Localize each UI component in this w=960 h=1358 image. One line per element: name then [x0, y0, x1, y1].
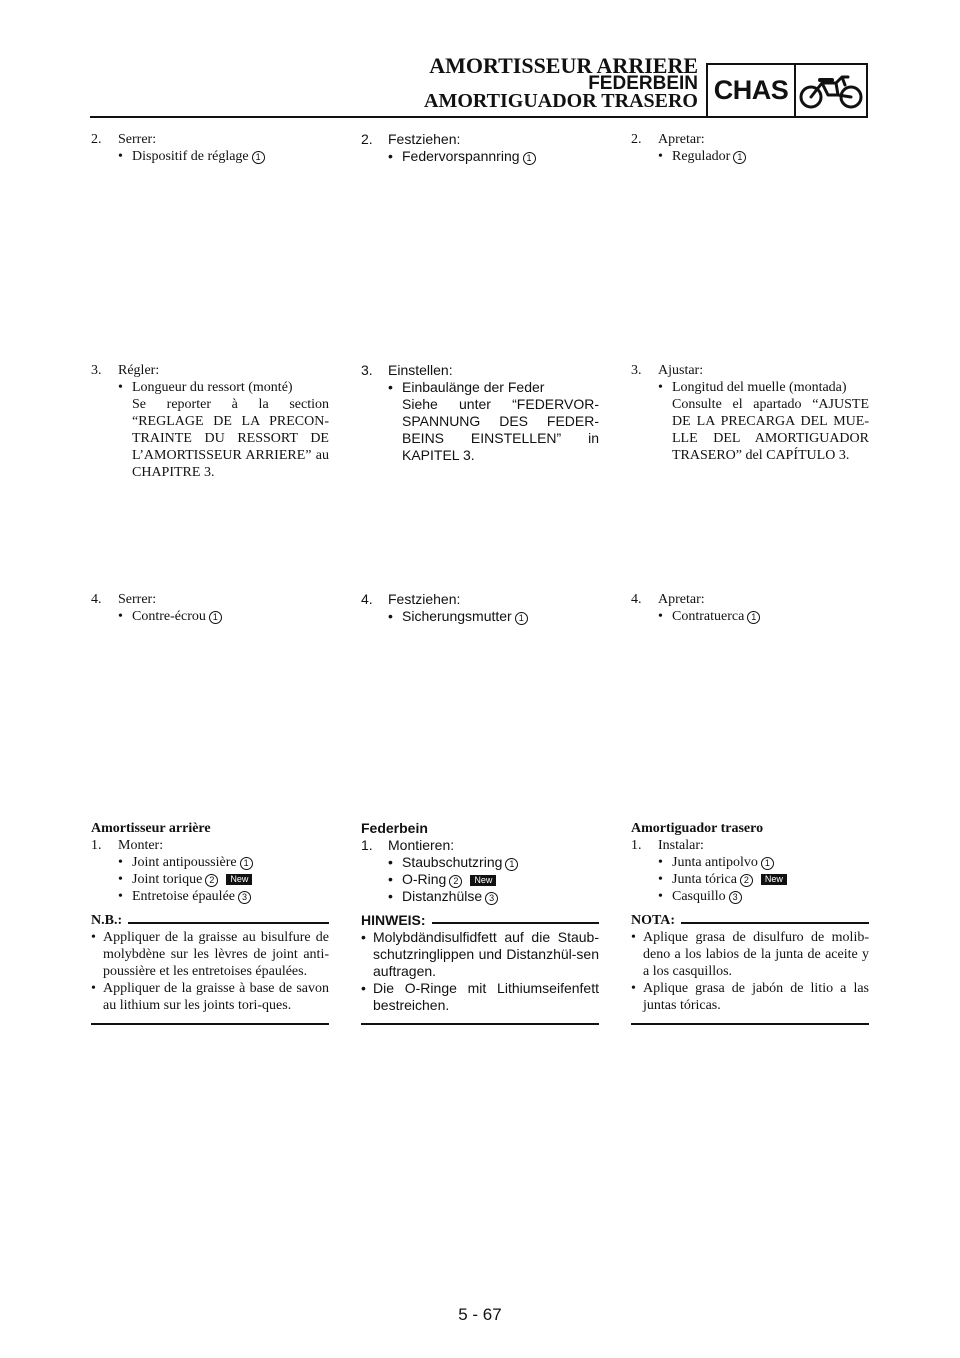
fr-step-2: 2. Serrer: • Dispositif de réglage 1: [91, 131, 329, 165]
note-item: Die O-Ringe mit Lithiumseifenfett bestreichen.: [373, 980, 599, 1013]
ref-number: 1: [240, 857, 253, 870]
fr-step-3-reference: Se reporter à la section “REGLAGE DE LA PRECON-TRAINTE DU RESSORT DE L’AMORTISSEUR ARRIERE” au CHAPITRE 3.: [132, 397, 329, 480]
ref-number: 2: [205, 874, 218, 887]
section-title: Federbein: [361, 820, 428, 836]
page-number: 5 - 67: [458, 1305, 502, 1324]
ref-number: 2: [449, 875, 462, 888]
ref-number: 1: [747, 611, 760, 624]
ref-number: 3: [729, 891, 742, 904]
note-header: N.B.:: [91, 912, 329, 929]
section-code: CHAS: [708, 65, 796, 116]
note-item: Appliquer de la graisse à base de savon au lithium sur les joints tori-ques.: [103, 981, 329, 1013]
es-step-3-reference: Consulte el apartado “AJUSTE DE LA PRECARGA DEL MUE-LLE DEL AMORTIGUADOR TRASERO” del CAPÍTULO 3.: [672, 397, 869, 463]
es-step-4: 4. Apretar: • Contratuerca 1: [631, 591, 869, 625]
header-title-fr: AMORTISSEUR ARRIERE: [429, 53, 698, 78]
note-header: HINWEIS:: [361, 912, 599, 929]
new-badge: New: [761, 874, 787, 885]
new-badge: New: [470, 875, 496, 886]
ref-number: 3: [485, 892, 498, 905]
fr-step-4: 4. Serrer: • Contre-écrou 1: [91, 591, 329, 625]
de-step-4: 4. Festziehen: • Sicherungsmutter 1: [361, 591, 599, 625]
note-end-rule: [631, 1023, 869, 1025]
note-item: Aplique grasa de jabón de litio a las juntas tóricas.: [643, 981, 869, 1013]
ref-number: 3: [238, 891, 251, 904]
de-install-section: Federbein 1. Montieren: • Staubschutzring 1 • O-Ring 2 New • Distanzhülse 3 HINWEIS: • Molybdändisulfidfett auf die Staub-schutzringlippen und Distanzhül-sen auftragen. • Die O-Ringe mit Lithiumseifenfett bestreichen.: [361, 820, 599, 1025]
fr-step-3: 3. Régler: • Longueur du ressort (monté) Se reporter à la section “REGLAGE DE LA PRECON-TRAINTE DU RESSORT DE L’AMORTISSEUR ARRIERE” au CHAPITRE 3.: [91, 363, 329, 480]
ref-number: 1: [209, 611, 222, 624]
de-step-3-reference: Siehe unter “FEDERVOR-SPANNUNG DES FEDER-BEINS EINSTELLEN” in KAPITEL 3.: [402, 396, 599, 463]
es-step-3: 3. Ajustar: • Longitud del muelle (montada) Consulte el apartado “AJUSTE DE LA PRECARGA DEL MUE-LLE DEL AMORTIGUADOR TRASERO” del CAPÍTULO 3.: [631, 363, 869, 463]
ref-number: 1: [515, 612, 528, 625]
note-end-rule: [91, 1023, 329, 1025]
section-title: Amortiguador trasero: [631, 821, 764, 836]
ref-number: 1: [761, 857, 774, 870]
es-step-2: 2. Apretar: • Regulador 1: [631, 131, 869, 165]
fr-install-section: Amortisseur arrière 1. Monter: • Joint antipoussière 1 • Joint torique 2 New • Entretoise épaulée 3 N.B.: • Appliquer de la graisse au bisulfure de molybdène sur les lèvres de joint anti-poussière et les entretoises épaulées. • Appliquer de la graisse à base de savon au lithium sur les joints tori-ques.: [91, 820, 329, 1025]
motorcycle-icon: [796, 65, 866, 116]
note-item: Aplique grasa de disulfuro de molib-deno a los labios de la junta de aceite y a los casquillos.: [643, 930, 869, 979]
header-title-es: AMORTIGUADOR TRASERO: [424, 90, 698, 112]
ref-number: 1: [733, 151, 746, 164]
ref-number: 2: [740, 874, 753, 887]
header-title-de: FEDERBEIN: [588, 73, 698, 94]
de-step-3: 3. Einstellen: • Einbaulänge der Feder Siehe unter “FEDERVOR-SPANNUNG DES FEDER-BEINS EINSTELLEN” in KAPITEL 3.: [361, 362, 599, 463]
note-end-rule: [361, 1023, 599, 1025]
note-header: NOTA:: [631, 912, 869, 929]
ref-number: 1: [252, 151, 265, 164]
section-badge: [706, 63, 868, 118]
note-item: Appliquer de la graisse au bisulfure de molybdène sur les lèvres de joint anti-poussière et les entretoises épaulées.: [103, 930, 329, 979]
section-title: Amortisseur arrière: [91, 821, 211, 836]
header-rule: [90, 116, 706, 118]
de-step-2: 2. Festziehen: • Federvorspannring 1: [361, 131, 599, 165]
ref-number: 1: [505, 858, 518, 871]
new-badge: New: [226, 874, 252, 885]
note-item: Molybdändisulfidfett auf die Staub-schutzringlippen und Distanzhül-sen auftragen.: [373, 929, 599, 979]
es-install-section: Amortiguador trasero 1. Instalar: • Junta antipolvo 1 • Junta tórica 2 New • Casquillo 3 NOTA: • Aplique grasa de disulfuro de molib-deno a los labios de la junta de aceite y a los casquillos. • Aplique grasa de jabón de litio a las juntas tóricas.: [631, 820, 869, 1025]
ref-number: 1: [523, 152, 536, 165]
